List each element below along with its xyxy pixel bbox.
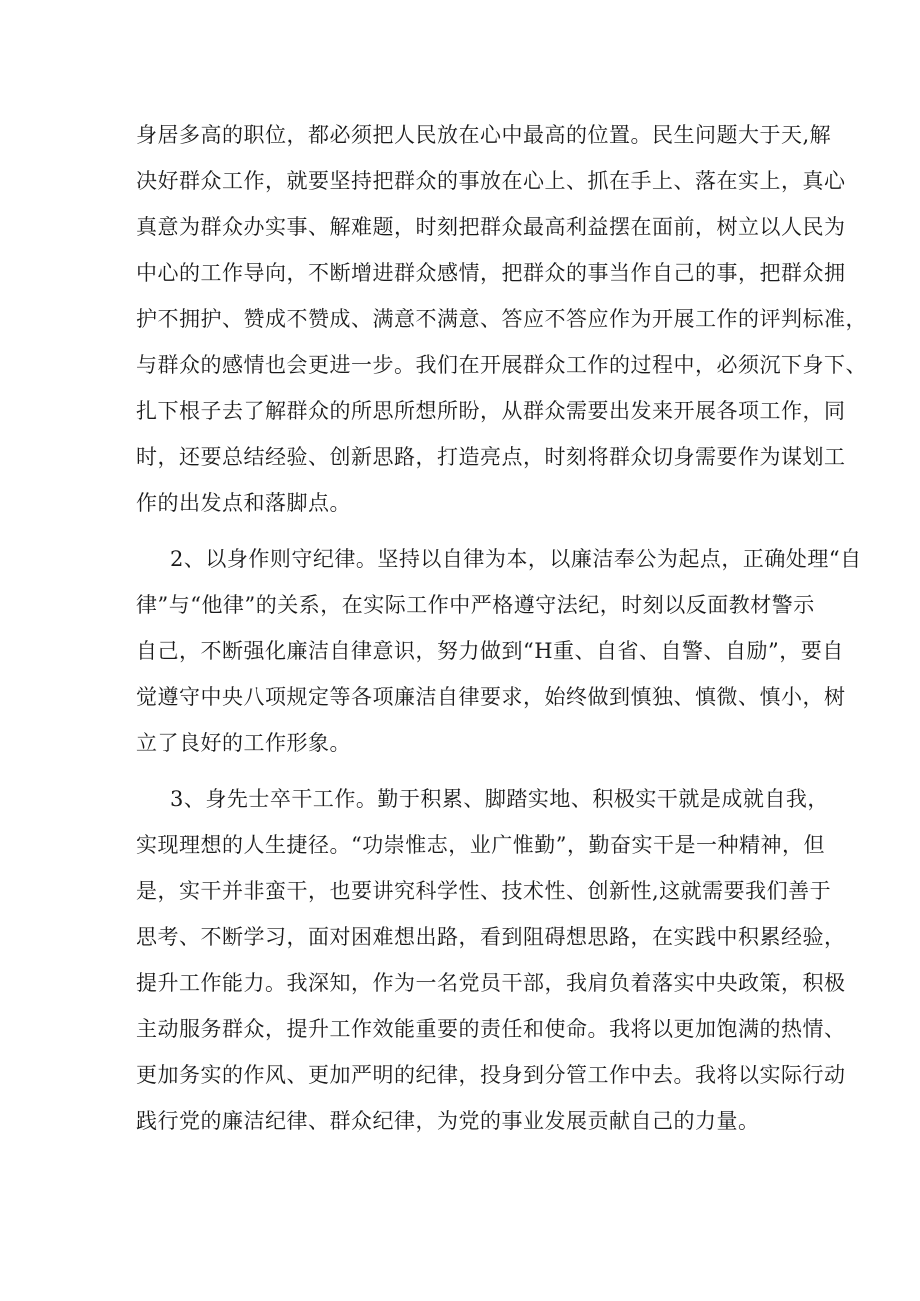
document-page [136,112,867,1144]
text-line: 身居多高的职位，都必须把人民放在心中最高的位置。民生问题大于天,解 [136,123,832,147]
text-line: 扎下根子去了解群众的所思所想所盼，从群众需要出发来开展各项工作，同 [136,399,846,423]
text-line: 与群众的感情也会更进一步。我们在开展群众工作的过程中，必须沉下身下、 [136,353,867,377]
text-line: 真意为群众办实事、解难题，时刻把群众最高利益摆在面前，树立以人民为 [136,215,846,239]
text-line: 践行党的廉洁纪律、群众纪律，为党的事业发展贡献自己的力量。 [136,1109,760,1133]
paragraph-2 [136,536,862,766]
paragraph-1 [136,112,867,526]
text-line: 立了良好的工作形象。 [136,731,351,755]
text-line: 觉遵守中央八项规定等各项廉洁自律要求，始终做到慎独、慎微、慎小，树 [136,685,846,709]
text-line: 中心的工作导向，不断增进群众感情，把群众的事当作自己的事，把群众拥 [136,261,846,285]
text-line: 是，实干并非蛮干，也要讲究科学性、技术性、创新性,这就需要我们善于 [136,879,832,903]
text-line: 自己，不断强化廉洁自律意识，努力做到“H重、自省、自警、自励”，要自 [136,639,844,663]
text-line: 提升工作能力。我深知，作为一名党员干部，我肩负着落实中央政策，积极 [136,971,846,995]
paragraph-spacer [136,526,796,536]
text-line: 作的出发点和落脚点。 [136,491,351,515]
text-line: 主动服务群众，提升工作效能重要的责任和使命。我将以更加饱满的热情、 [136,1017,846,1041]
text-line: 思考、不断学习，面对困难想出路，看到阻碍想思路，在实践中积累经验， [136,925,846,949]
text-line: 决好群众工作，就要坚持把群众的事放在心上、抓在手上、落在实上，真心 [136,169,846,193]
text-line: 律”与“他律”的关系，在实际工作中严格遵守法纪，时刻以反面教材警示 [136,593,815,617]
text-line: 2、以身作则守纪律。坚持以自律为本，以廉洁奉公为起点，正确处理“自 [170,547,862,571]
paragraph-3 [136,776,846,1144]
text-line: 时，还要总结经验、创新思路，打造亮点，时刻将群众切身需要作为谋划工 [136,445,846,469]
text-line: 实现理想的人生捷径。“功崇惟志，业广惟勤”，勤奋实干是一种精神，但 [136,833,825,857]
text-line: 护不拥护、赞成不赞成、满意不满意、答应不答应作为开展工作的评判标准， [136,307,867,331]
text-line: 更加务实的作风、更加严明的纪律，投身到分管工作中去。我将以实际行动 [136,1063,846,1087]
text-line: 3、身先士卒干工作。勤于积累、脚踏实地、积极实干就是成就自我， [170,787,829,811]
paragraph-spacer [136,766,796,776]
